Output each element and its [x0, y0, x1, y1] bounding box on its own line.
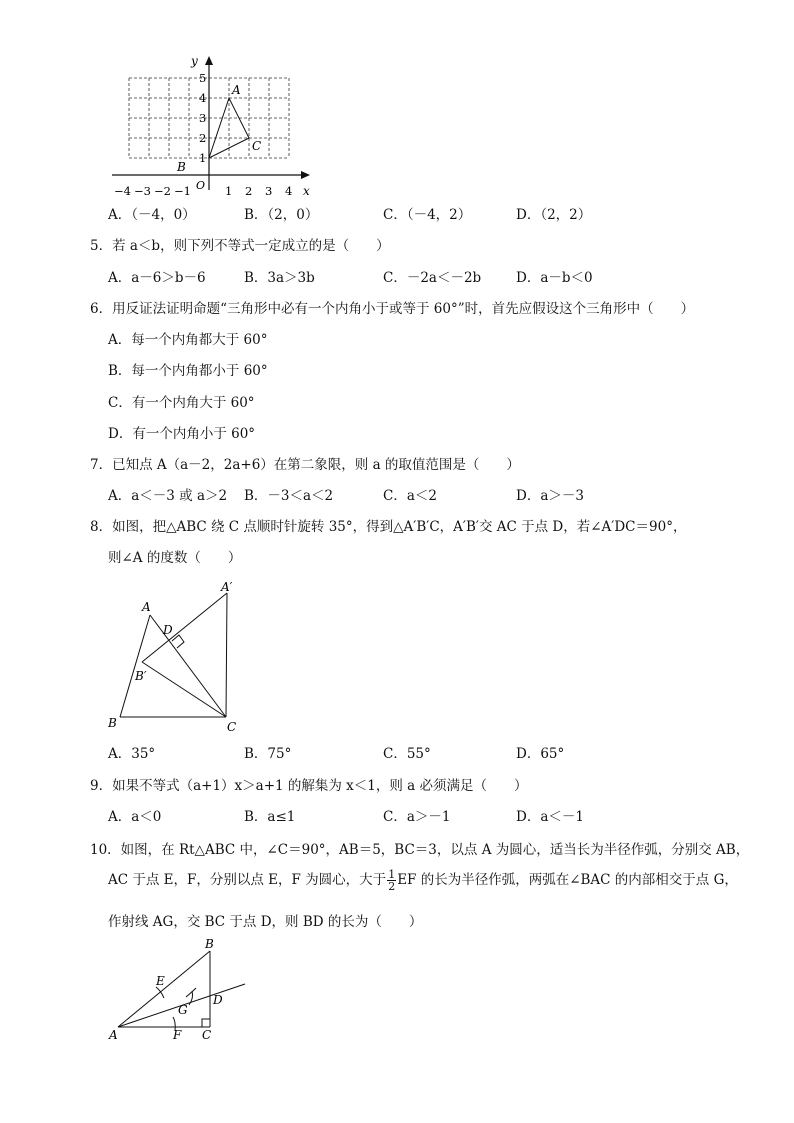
q10-stem-line1: 10．如图，在 Rt△ABC 中，∠C＝90°，AB＝5，BC＝3，以点 A 为圆心，适当长为半径作弧，分别交 AB，	[90, 842, 750, 858]
svg-text:2: 2	[245, 184, 253, 198]
q10-label-c: C	[202, 1028, 212, 1042]
q5-option-d[interactable]: D．a－b＜0	[516, 270, 593, 286]
q7-option-a[interactable]: A．a＜－3 或 a＞2	[108, 488, 228, 504]
q8-option-c[interactable]: C．55°	[383, 746, 431, 762]
q8-label-d: D	[163, 623, 173, 637]
q5-option-a[interactable]: A．a－6＞b－6	[108, 270, 206, 286]
fraction-one-half	[387, 869, 396, 892]
point-b-label: B	[177, 160, 186, 174]
q9-stem: 9．如果不等式（a+1）x＞a+1 的解集为 x＜1，则 a 必须满足（ ）	[90, 778, 528, 794]
q8-label-a: A	[142, 600, 151, 614]
q10-label-e: E	[156, 974, 165, 988]
x-axis-arrow-icon	[301, 171, 310, 179]
y-axis-arrow-icon	[205, 56, 213, 65]
q9-option-b[interactable]: B．a≤1	[244, 809, 296, 825]
q8-stem-line2: 则∠A 的度数（ ）	[108, 550, 242, 566]
q7-option-b[interactable]: B．－3＜a＜2	[244, 488, 334, 504]
q5-option-b[interactable]: B．3a＞3b	[244, 270, 315, 286]
svg-text:−1: −1	[174, 184, 191, 198]
svg-text:−4: −4	[114, 184, 131, 198]
q8-option-b[interactable]: B．75°	[244, 746, 292, 762]
q4-option-d[interactable]: D．（2，2）	[516, 207, 592, 223]
q6-option-b[interactable]: B．每一个内角都小于 60°	[108, 363, 268, 379]
y-axis-label: y	[191, 54, 198, 68]
svg-text:3: 3	[265, 184, 273, 198]
q10-angle-bisector-figure	[100, 935, 260, 1047]
q6-option-c[interactable]: C．有一个内角大于 60°	[108, 395, 255, 411]
q7-option-d[interactable]: D．a＞－3	[516, 488, 584, 504]
y-tick-labels	[199, 71, 206, 165]
q6-option-d[interactable]: D．有一个内角小于 60°	[108, 426, 256, 442]
origin-label: O	[196, 179, 206, 192]
svg-text:−3: −3	[134, 184, 151, 198]
q6-stem: 6．用反证法证明命题“三角形中必有一个内角小于或等于 60°”时，首先应假设这个三角形中（ ）	[90, 301, 695, 317]
q4-option-c[interactable]: C．（－4，2）	[383, 207, 472, 223]
point-a-label: A	[232, 83, 241, 97]
q10-stem-line2-post: EF 的长为半径作弧，两弧在∠BAC 的内部相交于点 G，	[397, 872, 738, 888]
q8-stem-line1: 8．如图，把△ABC 绕 C 点顺时针旋转 35°，得到△A′B′C，A′B′交 AC 于点 D，若∠A′DC＝90°，	[90, 519, 687, 535]
svg-text:1: 1	[225, 184, 233, 198]
q10-label-a: A	[109, 1028, 118, 1042]
fraction-numerator: 1	[388, 868, 396, 881]
svg-text:2: 2	[199, 131, 207, 145]
q10-stem-line2	[108, 869, 738, 892]
q4-option-a[interactable]: A．（－4，0）	[108, 207, 196, 223]
q9-option-c[interactable]: C．a＞－1	[383, 809, 451, 825]
q4-coordinate-figure	[100, 50, 330, 200]
q8-label-c: C	[227, 720, 237, 734]
q5-stem: 5．若 a＜b，则下列不等式一定成立的是（ ）	[90, 238, 390, 254]
point-c-label: C	[252, 139, 262, 153]
q10-label-b: B	[205, 937, 214, 951]
q10-label-g: G	[178, 1003, 188, 1017]
fraction-denominator: 2	[388, 880, 396, 893]
q8-label-b: B	[108, 716, 117, 730]
q10-stem-line3: 作射线 AG，交 BC 于点 D，则 BD 的长为（ ）	[108, 914, 423, 930]
q7-stem: 7．已知点 A（a－2，2a+6）在第二象限，则 a 的取值范围是（ ）	[90, 457, 520, 473]
q10-label-d: D	[213, 993, 223, 1007]
svg-text:3: 3	[199, 111, 207, 125]
x-axis-label: x	[303, 184, 310, 198]
svg-text:5: 5	[199, 71, 207, 85]
svg-text:−2: −2	[154, 184, 171, 198]
q8-label-a-prime: A′	[221, 580, 233, 594]
q5-option-c[interactable]: C．－2a＜－2b	[383, 270, 482, 286]
q4-option-b[interactable]: B．（2，0）	[244, 207, 319, 223]
q8-rotation-figure	[100, 575, 260, 737]
q7-option-c[interactable]: C．a＜2	[383, 488, 437, 504]
q8-option-d[interactable]: D．65°	[516, 746, 565, 762]
q10-stem-line2-pre: AC 于点 E，F，分别以点 E，F 为圆心，大于	[108, 872, 387, 888]
svg-text:4: 4	[199, 91, 207, 105]
svg-text:4: 4	[285, 184, 293, 198]
q8-option-a[interactable]: A．35°	[108, 746, 156, 762]
q9-option-a[interactable]: A．a＜0	[108, 809, 162, 825]
q8-label-b-prime: B′	[135, 669, 147, 683]
svg-text:1: 1	[199, 151, 207, 165]
q9-option-d[interactable]: D．a＜－1	[516, 809, 584, 825]
q10-label-f: F	[173, 1028, 182, 1042]
q6-option-a[interactable]: A．每一个内角都大于 60°	[108, 332, 268, 348]
